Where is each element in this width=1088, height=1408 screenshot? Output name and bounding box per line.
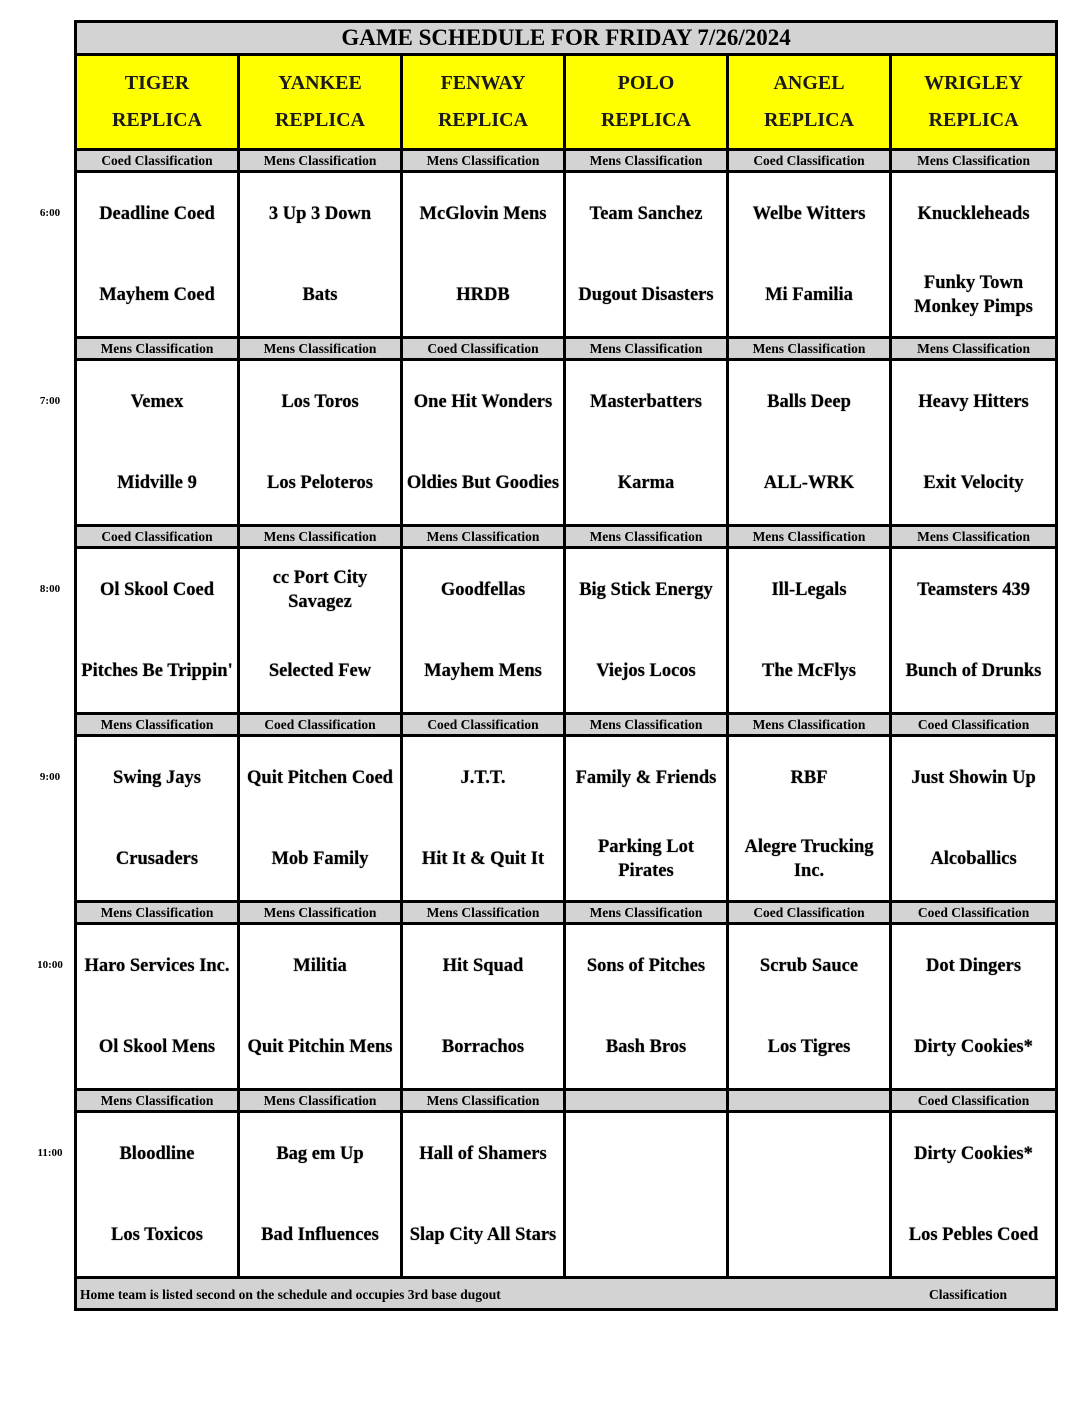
home-team: Mob Family bbox=[271, 849, 369, 869]
field-header-angel bbox=[728, 55, 891, 150]
classification-label: Coed Classification bbox=[402, 338, 565, 360]
game-cell bbox=[239, 736, 402, 902]
game-cell bbox=[728, 548, 891, 714]
field-subtitle: REPLICA bbox=[437, 109, 528, 131]
schedule-table bbox=[74, 20, 1058, 1311]
game-cell bbox=[402, 548, 565, 714]
classification-label: Mens Classification bbox=[891, 150, 1057, 172]
game-cell bbox=[891, 360, 1057, 526]
away-team: Goodfellas bbox=[440, 580, 526, 600]
game-cell bbox=[891, 172, 1057, 338]
home-team: HRDB bbox=[456, 285, 510, 305]
home-team: Viejos Locos bbox=[596, 661, 696, 681]
game-cell bbox=[891, 736, 1057, 902]
home-team: Hit It & Quit It bbox=[421, 849, 545, 869]
classification-label: Mens Classification bbox=[402, 150, 565, 172]
away-team: RBF bbox=[790, 768, 828, 788]
home-team: Borrachos bbox=[441, 1037, 525, 1057]
classification-row bbox=[76, 714, 1057, 736]
classification-label: Mens Classification bbox=[728, 714, 891, 736]
classification-label: Mens Classification bbox=[402, 902, 565, 924]
classification-label: Mens Classification bbox=[565, 338, 728, 360]
away-team: Bloodline bbox=[119, 1144, 195, 1164]
home-team: Bad Influences bbox=[261, 1225, 379, 1245]
game-row bbox=[76, 172, 1057, 338]
game-cell bbox=[728, 360, 891, 526]
home-team: Exit Velocity bbox=[923, 473, 1024, 493]
classification-label: Coed Classification bbox=[76, 526, 239, 548]
classification-row bbox=[76, 150, 1057, 172]
classification-label: Coed Classification bbox=[76, 150, 239, 172]
home-team: Karma bbox=[617, 473, 675, 493]
time-label: 10:00 bbox=[37, 959, 63, 971]
away-team: J.T.T. bbox=[460, 768, 506, 788]
away-team: Militia bbox=[293, 956, 347, 976]
home-team: Bash Bros bbox=[605, 1037, 687, 1057]
classification-label: Coed Classification bbox=[891, 902, 1057, 924]
classification-label: Mens Classification bbox=[76, 1090, 239, 1112]
field-name: TIGER bbox=[124, 72, 190, 94]
game-row bbox=[76, 1112, 1057, 1278]
away-team: Bag em Up bbox=[276, 1144, 364, 1164]
game-cell bbox=[565, 172, 728, 338]
classification-label: Mens Classification bbox=[239, 338, 402, 360]
game-cell bbox=[402, 736, 565, 902]
classification-row bbox=[76, 338, 1057, 360]
home-team: Bunch of Drunks bbox=[905, 661, 1042, 681]
field-name: ANGEL bbox=[773, 72, 845, 94]
footer-classification-label: Classification bbox=[929, 1287, 1008, 1302]
field-subtitle: REPLICA bbox=[763, 109, 854, 131]
game-cell bbox=[76, 736, 239, 902]
classification-label: Mens Classification bbox=[239, 1090, 402, 1112]
away-team: Scrub Sauce bbox=[759, 956, 859, 976]
away-team: Big Stick Energy bbox=[579, 580, 713, 600]
away-team: Masterbatters bbox=[590, 392, 702, 412]
home-team: Bats bbox=[302, 285, 338, 305]
game-cell bbox=[891, 1112, 1057, 1278]
classification-label: Coed Classification bbox=[728, 150, 891, 172]
away-team: Just Showin Up bbox=[911, 768, 1036, 788]
game-cell bbox=[239, 172, 402, 338]
game-cell bbox=[76, 172, 239, 338]
away-team: Hit Squad bbox=[442, 956, 524, 976]
away-team bbox=[566, 1114, 726, 1195]
classification-label: Coed Classification bbox=[728, 902, 891, 924]
away-team: 3 Up 3 Down bbox=[268, 204, 372, 224]
game-cell bbox=[728, 736, 891, 902]
field-header-row bbox=[76, 55, 1057, 150]
classification-label: Mens Classification bbox=[76, 338, 239, 360]
classification-label: Coed Classification bbox=[402, 714, 565, 736]
classification-label: Mens Classification bbox=[565, 714, 728, 736]
field-header-yankee bbox=[239, 55, 402, 150]
away-team: Ol Skool Coed bbox=[99, 580, 215, 600]
home-team: Parking Lot Pirates bbox=[597, 837, 695, 881]
classification-label: Mens Classification bbox=[239, 526, 402, 548]
time-label: 8:00 bbox=[39, 583, 61, 595]
classification-row bbox=[76, 1090, 1057, 1112]
field-name: YANKEE bbox=[278, 72, 362, 94]
footer-note: Home team is listed second on the schedule and occupies 3rd base dugout bbox=[80, 1287, 501, 1302]
field-header-polo bbox=[565, 55, 728, 150]
away-team: Dirty Cookies* bbox=[914, 1144, 1033, 1164]
away-team: Knuckleheads bbox=[917, 204, 1030, 224]
home-team: Midville 9 bbox=[117, 473, 197, 493]
home-team: Mi Familia bbox=[765, 285, 853, 305]
time-label: 6:00 bbox=[39, 207, 61, 219]
classification-label: Mens Classification bbox=[565, 150, 728, 172]
classification-label: Mens Classification bbox=[402, 1090, 565, 1112]
classification-label: Mens Classification bbox=[565, 526, 728, 548]
game-cell bbox=[891, 924, 1057, 1090]
classification-label: Mens Classification bbox=[239, 150, 402, 172]
away-team: McGlovin Mens bbox=[419, 204, 547, 224]
game-cell bbox=[402, 1112, 565, 1278]
game-row bbox=[76, 360, 1057, 526]
away-team: Haro Services Inc. bbox=[84, 956, 230, 976]
classification-label: Coed Classification bbox=[891, 714, 1057, 736]
game-cell bbox=[239, 548, 402, 714]
away-team: Sons of Pitches bbox=[586, 956, 706, 976]
field-name: POLO bbox=[617, 72, 675, 94]
game-cell bbox=[891, 548, 1057, 714]
game-cell bbox=[402, 924, 565, 1090]
classification-label: Mens Classification bbox=[891, 338, 1057, 360]
home-team: Pitches Be Trippin' bbox=[81, 661, 233, 681]
home-team: Los Peloteros bbox=[266, 473, 373, 493]
classification-row bbox=[76, 526, 1057, 548]
home-team: Selected Few bbox=[268, 661, 372, 681]
game-cell bbox=[565, 924, 728, 1090]
game-row bbox=[76, 548, 1057, 714]
away-team: Swing Jays bbox=[113, 768, 201, 788]
away-team: Ill-Legals bbox=[771, 580, 847, 600]
classification-label: Mens Classification bbox=[891, 526, 1057, 548]
field-header-tiger bbox=[76, 55, 239, 150]
game-cell bbox=[76, 360, 239, 526]
game-cell bbox=[565, 548, 728, 714]
classification-label: Mens Classification bbox=[728, 526, 891, 548]
away-team bbox=[729, 1114, 889, 1195]
game-cell bbox=[239, 360, 402, 526]
home-team: Funky Town Monkey Pimps bbox=[914, 273, 1033, 317]
away-team: Welbe Witters bbox=[752, 204, 866, 224]
home-team: Los Toxicos bbox=[110, 1225, 204, 1245]
field-header-fenway bbox=[402, 55, 565, 150]
field-subtitle: REPLICA bbox=[928, 109, 1019, 131]
away-team: Hall of Shamers bbox=[419, 1144, 547, 1164]
field-subtitle: REPLICA bbox=[600, 109, 691, 131]
game-cell bbox=[565, 360, 728, 526]
field-name: FENWAY bbox=[440, 72, 526, 94]
footer-bar bbox=[76, 1278, 1057, 1310]
home-team: Quit Pitchin Mens bbox=[247, 1037, 393, 1057]
away-team: Deadline Coed bbox=[99, 204, 215, 224]
game-cell bbox=[565, 1112, 728, 1278]
game-cell bbox=[402, 172, 565, 338]
away-team: Dot Dingers bbox=[925, 956, 1022, 976]
game-cell bbox=[402, 360, 565, 526]
home-team: The McFlys bbox=[761, 661, 857, 681]
game-cell bbox=[239, 924, 402, 1090]
home-team: Dirty Cookies* bbox=[914, 1037, 1033, 1057]
classification-label bbox=[565, 1090, 728, 1112]
game-cell bbox=[728, 1112, 891, 1278]
classification-label: Mens Classification bbox=[565, 902, 728, 924]
home-team: Oldies But Goodies bbox=[406, 473, 560, 493]
home-team: ALL-WRK bbox=[763, 473, 855, 493]
home-team: Ol Skool Mens bbox=[98, 1037, 216, 1057]
away-team: One Hit Wonders bbox=[413, 392, 553, 412]
game-cell bbox=[76, 548, 239, 714]
home-team: Alcoballics bbox=[930, 849, 1017, 869]
home-team: Dugout Disasters bbox=[578, 285, 714, 305]
field-subtitle: REPLICA bbox=[111, 109, 202, 131]
time-label: 11:00 bbox=[37, 1147, 63, 1159]
home-team: Mayhem Coed bbox=[99, 285, 215, 305]
classification-label: Coed Classification bbox=[239, 714, 402, 736]
game-cell bbox=[728, 924, 891, 1090]
field-header-wrigley bbox=[891, 55, 1057, 150]
field-subtitle: REPLICA bbox=[274, 109, 365, 131]
home-team: Slap City All Stars bbox=[409, 1225, 557, 1245]
home-team: Los Tigres bbox=[767, 1037, 851, 1057]
game-cell bbox=[728, 172, 891, 338]
classification-label: Mens Classification bbox=[728, 338, 891, 360]
game-cell bbox=[76, 924, 239, 1090]
away-team: Family & Friends bbox=[575, 768, 717, 788]
away-team: Quit Pitchen Coed bbox=[247, 768, 393, 788]
away-team: cc Port City Savagez bbox=[272, 568, 368, 612]
field-name: WRIGLEY bbox=[924, 72, 1023, 94]
game-row bbox=[76, 924, 1057, 1090]
away-team: Los Toros bbox=[281, 392, 359, 412]
classification-row bbox=[76, 902, 1057, 924]
home-team: Alegre Trucking Inc. bbox=[744, 837, 874, 881]
away-team: Balls Deep bbox=[767, 392, 851, 412]
classification-label: Mens Classification bbox=[76, 714, 239, 736]
page-title: GAME SCHEDULE FOR FRIDAY 7/26/2024 bbox=[76, 22, 1057, 55]
classification-label: Mens Classification bbox=[239, 902, 402, 924]
classification-label: Coed Classification bbox=[891, 1090, 1057, 1112]
away-team: Heavy Hitters bbox=[918, 392, 1029, 412]
game-cell bbox=[239, 1112, 402, 1278]
home-team: Crusaders bbox=[115, 849, 199, 869]
classification-label: Mens Classification bbox=[76, 902, 239, 924]
game-cell bbox=[76, 1112, 239, 1278]
away-team: Vemex bbox=[130, 392, 184, 412]
game-row bbox=[76, 736, 1057, 902]
time-label: 7:00 bbox=[39, 395, 61, 407]
game-cell bbox=[565, 736, 728, 902]
classification-label: Mens Classification bbox=[402, 526, 565, 548]
home-team bbox=[566, 1195, 726, 1276]
classification-label bbox=[728, 1090, 891, 1112]
time-label: 9:00 bbox=[39, 771, 61, 783]
home-team bbox=[729, 1195, 889, 1276]
away-team: Team Sanchez bbox=[589, 204, 703, 224]
home-team: Mayhem Mens bbox=[424, 661, 542, 681]
home-team: Los Pebles Coed bbox=[908, 1225, 1039, 1245]
away-team: Teamsters 439 bbox=[917, 580, 1030, 600]
